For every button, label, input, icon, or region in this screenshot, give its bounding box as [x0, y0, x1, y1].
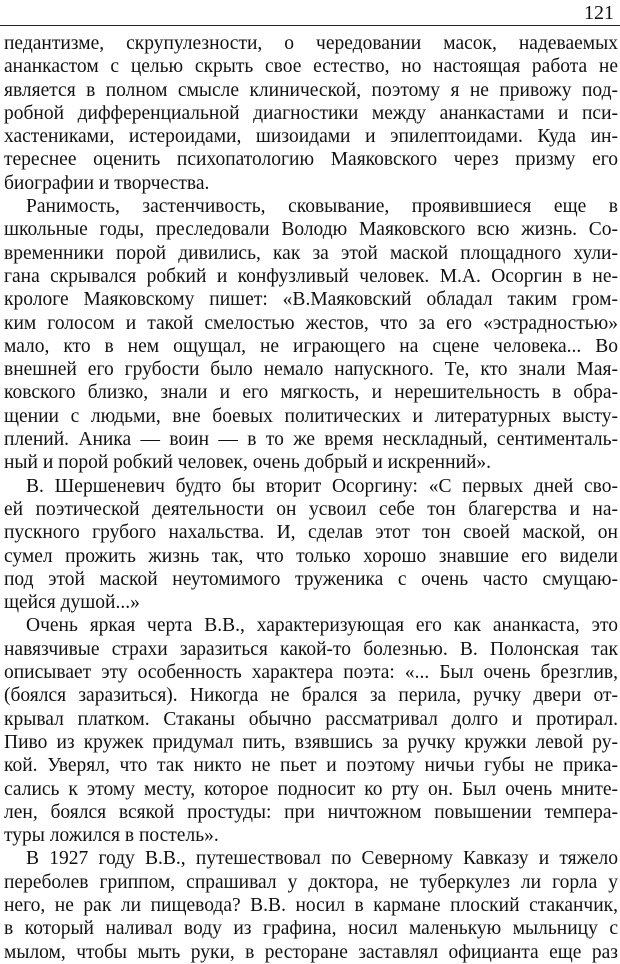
text-line: переболев гриппом, спрашивал у доктора, не туберкулез ли горла у [4, 871, 618, 893]
text-line: В 1927 году В.В., путешествовал по Северному Кавказу и тяжело [26, 848, 618, 870]
text-line: мылом, чтобы мыть руки, в ресторане заставлял официанта еще раз [4, 941, 618, 963]
text-line: Пиво из кружек придумал пить, взявшись за ручку кружки левой ру- [4, 731, 618, 753]
text-line: В. Шершеневич будто бы вторит Осоргину: «С первых дней сво- [26, 475, 618, 497]
text-line: ный и порой робкий человек, очень добрый и искренний». [4, 452, 492, 474]
text-line: лен, боялся всякой простуды: при ничтожном повышении темпера- [4, 801, 618, 823]
text-line: тереснее оценить психопатологию Маяковского через призму его [4, 149, 618, 171]
text-line: кой. Уверял, что так никто не пьет и поэтому ничьи губы не прика- [4, 755, 618, 777]
text-line: навязчивые страхи заразиться какой-то болезнью. В. Полонская так [4, 638, 618, 660]
text-line: под этой маской неутомимого труженика с очень часто смущаю- [4, 568, 618, 590]
text-line: описывает эту особенность характера поэта: «... Был очень брезглив, [4, 662, 618, 684]
text-line: него, не рак ли пищевода? В.В. носил в кармане плоский стаканчик, [4, 894, 618, 916]
text-line: пускного грубого нахальства. И, сделав этот тон своей маской, он [4, 522, 618, 544]
page-number: 121 [584, 2, 614, 24]
text-line: плений. Аника — воин — в то же время нескладный, сентименталь- [4, 429, 618, 451]
text-line: сумел прожить жизнь так, что только хорошо знавшие его видели [4, 545, 618, 567]
text-line: педантизме, скрупулезности, о чередовании масок, надеваемых [4, 33, 618, 54]
text-line: хастениками, истероидами, шизоидами и эпилептоидами. Куда ин- [4, 126, 618, 148]
text-line: щейся душой...» [4, 592, 140, 614]
text-line: ковского близко, знали и его мягкость, и нерешительность в обра- [4, 382, 618, 404]
text-line: крологе Маяковскому пишет: «В.Маяковский обладал таким гром- [4, 289, 618, 311]
text-line: сались к этому месту, которое подносит ко рту он. Был очень мните- [4, 778, 618, 800]
text-line: Ранимость, застенчивость, сковывание, проявившиеся еще в [26, 196, 618, 218]
text-line: в который наливал воду из графина, носил маленькую мыльницу с [4, 918, 618, 940]
text-line: щении с людьми, вне боевых политических и литературных высту- [4, 405, 618, 427]
text-line: крывал платком. Стаканы обычно рассматривал долго и протирал. [4, 708, 618, 730]
text-line: робной дифференциальной диагностики между ананкастами и пси- [4, 102, 618, 124]
text-line: гана скрывался робкий и конфузливый человек. М.А. Осоргин в не- [4, 265, 618, 287]
text-line: Очень яркая черта В.В., характеризующая его как ананкаста, это [26, 615, 618, 637]
text-line: внешней его грубости было немало напускного. Те, кто знали Мая- [4, 359, 618, 381]
text-line: временники порой дивились, как за этой маской площадного хули- [4, 242, 618, 264]
text-line: мало, кто в нем ощущал, не играющего на сцене человека... Во [4, 335, 618, 357]
text-line: (боялся заразиться). Никогда не брался за перила, ручку двери от- [4, 685, 618, 707]
page-header [0, 0, 620, 30]
header-rule [0, 25, 620, 26]
text-line: является в полном смысле клинической, поэтому я не привожу под- [4, 79, 618, 101]
text-line: ей поэтической деятельности он усвоил себе тон благерства и на- [4, 498, 618, 520]
text-line: школьные годы, преследовали Володю Маяковского всю жизнь. Со- [4, 219, 618, 241]
text-line: туры ложился в постель». [4, 825, 219, 847]
body-text [4, 32, 618, 964]
text-line: ананкастом с целью скрыть свое естество, но настоящая работа не [4, 56, 618, 78]
text-line: ким голосом и такой смелостью жестов, что за его «эстрадностью» [4, 312, 618, 334]
text-line: биографии и творчества. [4, 172, 210, 194]
